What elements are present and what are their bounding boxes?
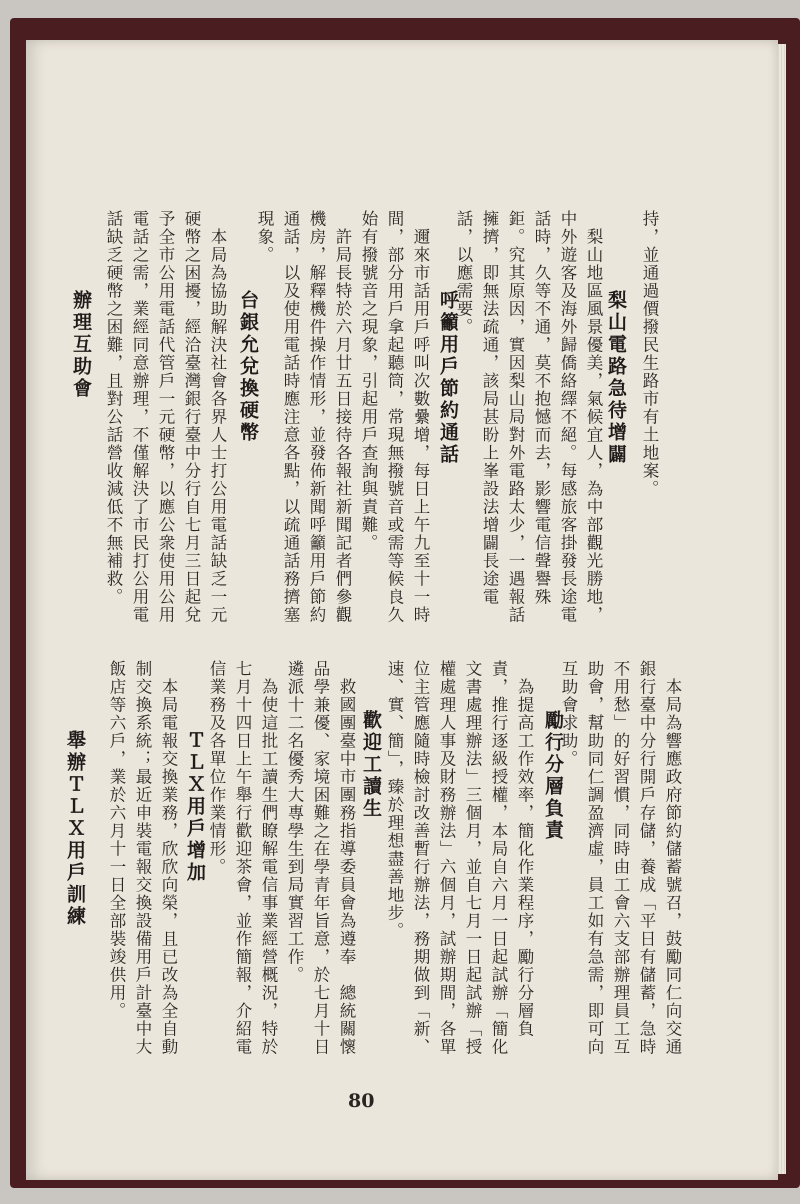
page-number: 80 (348, 1090, 375, 1112)
lishan-body: 梨山地區風景優美，氣候宜人，為中部觀光勝地，中外遊客及海外歸僑絡繹不絕。每感旅客掛發長途電話時，久等不通，莫不抱憾而去，影響電信聲譽殊鉅。究其原因，實因梨山局對外電路太少，一遇報話擁擠，即無法疏通，該局甚盼上峯設法增闢長途電話，以應需要。 (454, 210, 603, 624)
continued-text: 持，並通過價撥民生路市有土地案。 (640, 210, 659, 498)
hubang-body: 邇來市話用戶呼叫次數纍增，每日上午九至十一時間，部分用戶拿起聽筒，常現無撥號音或需等候良久始有撥號音之現象，引起用戶查詢與責難。 許局長特於六月廿五日接待各報社新聞記者們參觀機房，解釋機件操作情形，並發佈新聞呼籲用戶節約通話，以及使用電話時應注意各點，以疏通話務擠塞現象。 (255, 210, 430, 624)
tlx-training-title: 舉辦ＴＬＸ用戶訓練 (64, 730, 86, 928)
tlx-body: 本局電報交換業務，欣欣向榮，且已改為全自動制交換系統；最近申裝電報交換設備用戶計臺中大飯店等六戶，業於六月十一日全部裝竣供用。 (107, 660, 178, 1056)
gongdu-title: 歡迎工讀生 (360, 710, 382, 820)
page-edge (778, 44, 786, 1174)
fenceng-title: 勵行分層負責 (542, 710, 564, 842)
hubang-title: 呼籲用戶節約通話 (437, 290, 459, 466)
taiyin-body: 本局為協助解決社會各界人士打公用電話缺乏一元硬幣之困擾，經洽臺灣銀行臺中分行自七月三日起兌予全市公用電話代管戶一元硬幣，以應公衆使用公用電話之需，業經同意辦理，不僅解決了市民打公用電話缺乏硬幣之困難，且對公話營收減低不無補救。 (104, 210, 227, 624)
lishan-title: 梨山電路急待增闢 (605, 290, 627, 466)
fenceng-body: 為提高工作效率，簡化作業程序，勵行分層負責，推行逐級授權，本局自六月一日起試辦「簡化文書處理辦法」三個月，並自七月一日起試辦「授權處理人事及財務辦法」六個月，試辦期間，各單位主管應隨時檢討改善暫行辦法，務期做到「新、速、實、簡」，臻於理想盡善地步。 (385, 660, 534, 1056)
taiyin-title: 台銀允兌換硬幣 (237, 290, 259, 444)
gongdu-body: 救國團臺中市團務指導委員會為遵奉 總統關懷品學兼優、家境困難之在學青年旨意，於七月十日遴派十二名優秀大專學生到局實習工作。 為使這批工讀生們瞭解電信事業經營概況，特於七月十四日上午舉行歡迎茶會，並作簡報，介紹電信業務及各單位作業情形。 (207, 660, 356, 1056)
huzhuhui-title: 辦理互助會 (70, 290, 92, 400)
tlx-title: ＴＬＸ用戶增加 (184, 730, 206, 884)
huzhuhui-body: 本局為響應政府節約儲蓄號召，鼓勵同仁向交通銀行臺中分行開戶存儲，養成「平日有儲蓄，急時不用愁」的好習慣，同時由工會六支部辦理員工互助會，幫助同仁調盈濟虛，員工如有急需，即可向互助會求助。 (559, 660, 682, 1056)
